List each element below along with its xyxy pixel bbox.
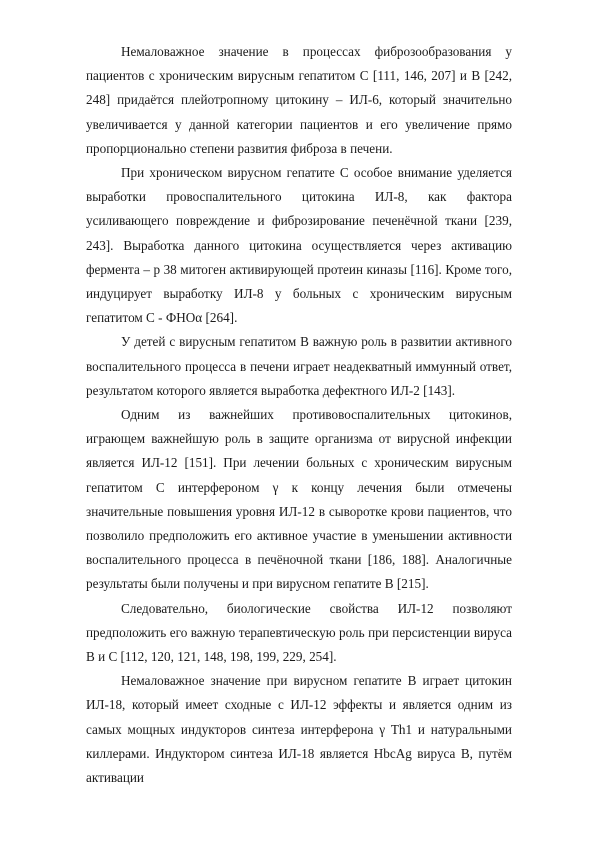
paragraph-il12: Одним из важнейших противовоспалительных цитокинов, играющем важнейшую роль в защите организма от вирусной инфекции является ИЛ-12 [151]. При лечении больных с хроническим вирусным гепатитом С интерфероном γ к концу лечения были отмечены значительные повышения уровня ИЛ-12 в сыворотке крови пациентов, что позволило предположить его активное участие в уменьшении активности воспалительного процесса в печёночной ткани [186, 188]. Аналогичные результаты были получены и при вирусном гепатите В [215]. bbox=[86, 407, 512, 592]
paragraph-il8: При хроническом вирусном гепатите С особое внимание уделяется выработки провоспалительного цитокина ИЛ-8, как фактора усиливающего повреждение и фиброзирование печенёчной ткани [239, 243]. Выработка данного цитокина осуществляется через активацию фермента – р 38 митоген активирующей протеин киназы [116]. Кроме того, индуцирует выработку ИЛ-8 у больных с хроническим вирусным гепатитом С - ФНОα [264]. bbox=[86, 165, 512, 326]
paragraph-il18: Немаловажное значение при вирусном гепатите В играет цитокин ИЛ-18, который имеет сходные с ИЛ-12 эффекты и является одним из самых мощных индукторов синтеза интерферона γ Th1 и натуральными киллерами. Индуктором синтеза ИЛ-18 является HbcAg вируса В, путём активации bbox=[86, 673, 512, 786]
paragraph-il12-conclusion: Следовательно, биологические свойства ИЛ-12 позволяют предположить его важную терапевтическую роль при персистенции вируса В и С [112, 120, 121, 148, 198, 199, 229, 254]. bbox=[86, 600, 512, 665]
document-page bbox=[86, 40, 512, 790]
paragraph-il6: Немаловажное значение в процессах фиброзообразования у пациентов с хроническим вирусным гепатитом С [111, 146, 207] и В [242, 248] придаётся плейотропному цитокину – ИЛ-6, который значительно увеличивается у данной категории пациентов и его увеличение прямо пропорционально степени развития фиброза в печени. bbox=[86, 44, 512, 156]
paragraph-il2: У детей с вирусным гепатитом В важную роль в развитии активного воспалительного процесса в печени играет неадекватный иммунный ответ, результатом которого является выработка дефектного ИЛ-2 [143]. bbox=[86, 334, 512, 398]
